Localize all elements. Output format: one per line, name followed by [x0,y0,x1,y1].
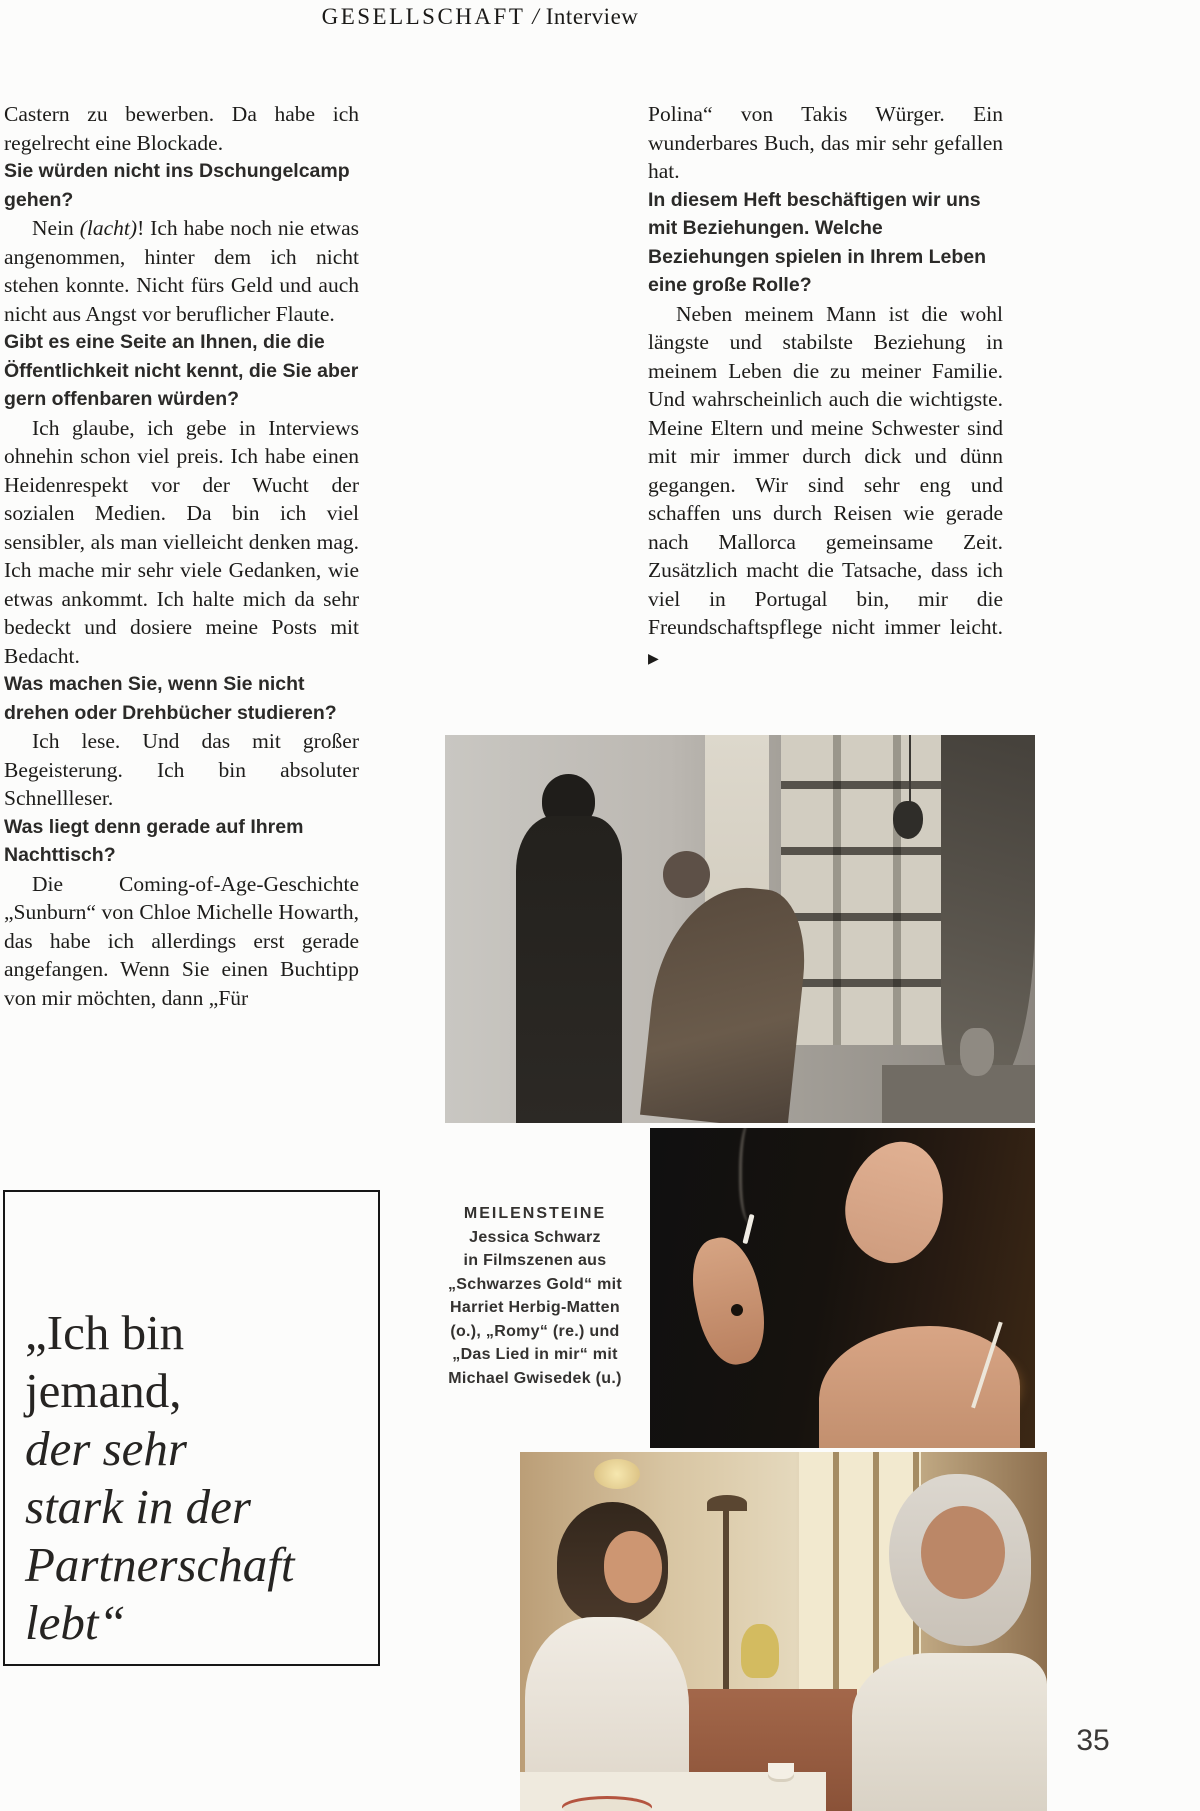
pull-quote-line: lebt“ [25,1595,126,1650]
right-text-column [648,100,1003,674]
ceiling-lamp-shape [594,1459,640,1489]
caption-line: Michael Gwisedek (u.) [448,1369,622,1387]
continuation-arrow-icon: ▶ [648,651,661,667]
film-still-das-lied-in-mir-image [520,1452,1047,1811]
lamp-cord-shape [909,735,911,805]
oil-lamp-shape [893,801,923,839]
interview-answer: Ich glaube, ich gebe in Interviews ohnehin schon viel preis. Ich habe einen Heidenrespekt vor der Wucht der sozialen Medien. Da bin ich viel sensibler, als man vielleicht denken mag. Ich mache mir sehr viele Gedanken, wie etwas ankommt. Ich halte mich da sehr bedeckt und dosiere meine Posts mit Bedacht. [4,415,359,668]
page-number: 35 [1076,1724,1110,1757]
interview-answer: Die Coming-of-Age-Geschichte „Sunburn“ von Chloe Michelle Howarth, das habe ich allerdings erst gerade angefangen. Wenn Sie einen Buchtipp von mir möchten, dann „Für [4,871,359,1010]
table-shape [882,1065,1035,1123]
interview-answer: Ich lese. Und das mit großer Begeisterung. Ich bin absoluter Schnellleser. [4,729,359,810]
pull-quote-line: stark in der [25,1479,251,1534]
interview-question: Gibt es eine Seite an Ihnen, die die Öffentlichkeit nicht kennt, die Sie aber gern offenbaren würden? [4,331,359,410]
interview-question: In diesem Heft beschäftigen wir uns mit Beziehungen. Welche Beziehungen spielen in Ihrem Leben eine große Rolle? [648,188,987,296]
coat-stand-hooks-shape [707,1495,747,1511]
pull-quote-line: Partnerschaft [25,1537,295,1592]
interview-answer [4,214,359,328]
interview-answer [648,300,1003,675]
ring-shape [731,1304,743,1316]
bending-woman-silhouette [640,879,811,1123]
pull-quote-line: „Ich bin [25,1305,185,1360]
caption-line: Jessica Schwarz [469,1228,601,1246]
header-separator: / [532,4,539,29]
window-frame-shape [781,735,958,1045]
answer-rest: ! Ich habe noch nie etwas angenommen, hinter dem ich nicht stehen konnte. Nicht fürs Geld und auch nicht aus Angst vor beruflicher Flaute. [4,216,359,326]
background-person-shape [741,1624,779,1678]
interview-question: Sie würden nicht ins Dschungelcamp gehen? [4,160,350,211]
arm-shape [684,1231,775,1370]
man-face-shape [921,1506,1005,1599]
interview-question: Was machen Sie, wenn Sie nicht drehen oder Drehbücher studieren? [4,673,337,724]
interview-answer: Polina“ von Takis Würger. Ein wunderbares Buch, das mir sehr gefallen hat. [648,102,1003,183]
left-text-column [4,100,359,1012]
pull-quote-line: jemand, [25,1363,182,1418]
film-still-schwarzes-gold-image [445,735,1035,1123]
header-section-label: GESELLSCHAFT [321,4,526,29]
caption-kicker: MEILENSTEINE [463,1205,607,1222]
woman-face-shape [604,1531,662,1603]
jug-shape [960,1028,994,1076]
header-subsection-label: Interview [545,4,639,29]
caption-line: Harriet Herbig-Matten [450,1299,620,1316]
photo-caption [425,1202,645,1390]
standing-woman-silhouette [516,816,622,1123]
coffee-cup-shape [768,1763,794,1779]
stage-direction: (lacht) [79,216,138,240]
caption-line: in Filmszenen aus [463,1252,607,1269]
shoulder-shape [819,1326,1019,1448]
plate-shape [562,1796,652,1811]
film-still-romy-image [650,1128,1035,1448]
woman-head-shape [663,851,710,898]
coat-stand-shape [723,1502,729,1717]
man-shirt-shape [852,1653,1047,1811]
caption-line: „Das Lied in mir“ mit [452,1346,618,1363]
pull-quote-box [3,1190,380,1666]
interview-answer: Castern zu bewerben. Da habe ich regelrecht eine Blockade. [4,102,359,155]
answer-lead: Nein [32,216,80,240]
caption-line: „Schwarzes Gold“ mit [447,1275,623,1293]
interview-question: Was liegt denn gerade auf Ihrem Nachttisch? [4,815,304,866]
answer-text: Neben meinem Mann ist die wohl längste und stabilste Beziehung in meinem Leben die zu meiner Familie. Und wahrscheinlich auch die wichtigste. Meine Eltern und meine Schwester sind mit mir immer durch dick und dünn gegangen. Wir sind sehr eng und schaffen uns durch Reisen wie gerade nach Mallorca gemeinsame Zeit. Zusätzlich macht die Tatsache, dass ich viel in Portugal bin, mir die Freundschaftspflege nicht immer leicht. [648,301,1003,639]
caption-line: (o.), „Romy“ (re.) und [450,1322,620,1340]
pull-quote-line: der sehr [25,1421,187,1476]
section-header [0,0,960,34]
cigarette-smoke-shape [739,1128,768,1224]
